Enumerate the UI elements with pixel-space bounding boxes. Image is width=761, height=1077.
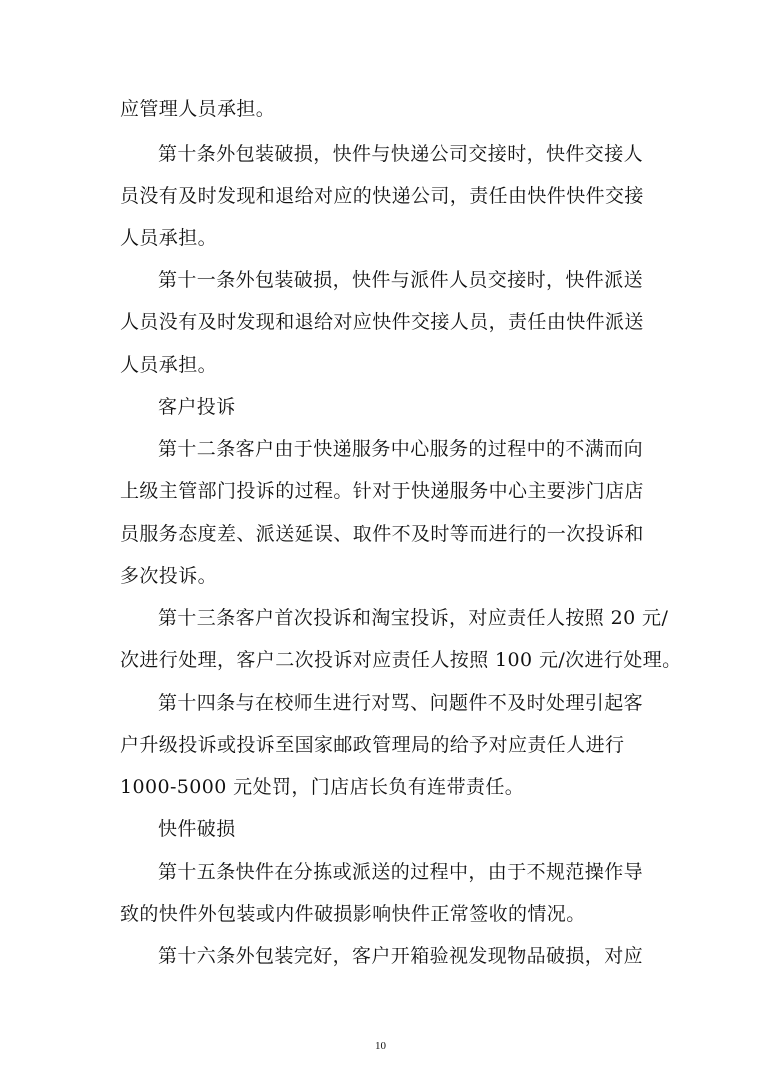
paragraph-line: 第十条外包装破损，快件与快递公司交接时，快件交接人 — [158, 143, 644, 165]
section-heading: 快件破损 — [158, 818, 236, 840]
paragraph-line: 多次投诉。 — [120, 565, 218, 587]
paragraph-line: 第十五条快件在分拣或派送的过程中，由于不规范操作导 — [158, 861, 644, 883]
paragraph-line: 员没有及时发现和退给对应的快递公司，责任由快件快件交接 — [120, 185, 644, 207]
paragraph-line: 人员没有及时发现和退给对应快件交接人员，责任由快件派送 — [120, 311, 644, 333]
paragraph-line: 第十二条客户由于快递服务中心服务的过程中的不满而向 — [158, 438, 644, 460]
paragraph-line: 第十六条外包装完好，客户开箱验视发现物品破损，对应 — [158, 945, 644, 967]
paragraph-line: 1000-5000 元处罚，门店店长负有连带责任。 — [120, 776, 525, 798]
paragraph-line: 应管理人员承担。 — [120, 98, 276, 120]
paragraph-line: 户升级投诉或投诉至国家邮政管理局的给予对应责任人进行 — [120, 734, 625, 756]
paragraph-line: 上级主管部门投诉的过程。针对于快递服务中心主要涉门店店 — [120, 480, 644, 502]
paragraph-line: 第十三条客户首次投诉和淘宝投诉，对应责任人按照 20 元/ — [158, 607, 669, 629]
paragraph-line: 人员承担。 — [120, 227, 218, 249]
page-number: 10 — [375, 1040, 386, 1052]
section-heading: 客户投诉 — [158, 396, 236, 418]
paragraph-line: 员服务态度差、派送延误、取件不及时等而进行的一次投诉和 — [120, 523, 644, 545]
paragraph-line: 致的快件外包装或内件破损影响快件正常签收的情况。 — [120, 903, 586, 925]
paragraph-line: 次进行处理，客户二次投诉对应责任人按照 100 元/次进行处理。 — [120, 649, 682, 671]
paragraph-line: 第十四条与在校师生进行对骂、问题件不及时处理引起客 — [158, 692, 644, 714]
paragraph-line: 人员承担。 — [120, 354, 218, 376]
paragraph-line: 第十一条外包装破损，快件与派件人员交接时，快件派送 — [158, 269, 644, 291]
